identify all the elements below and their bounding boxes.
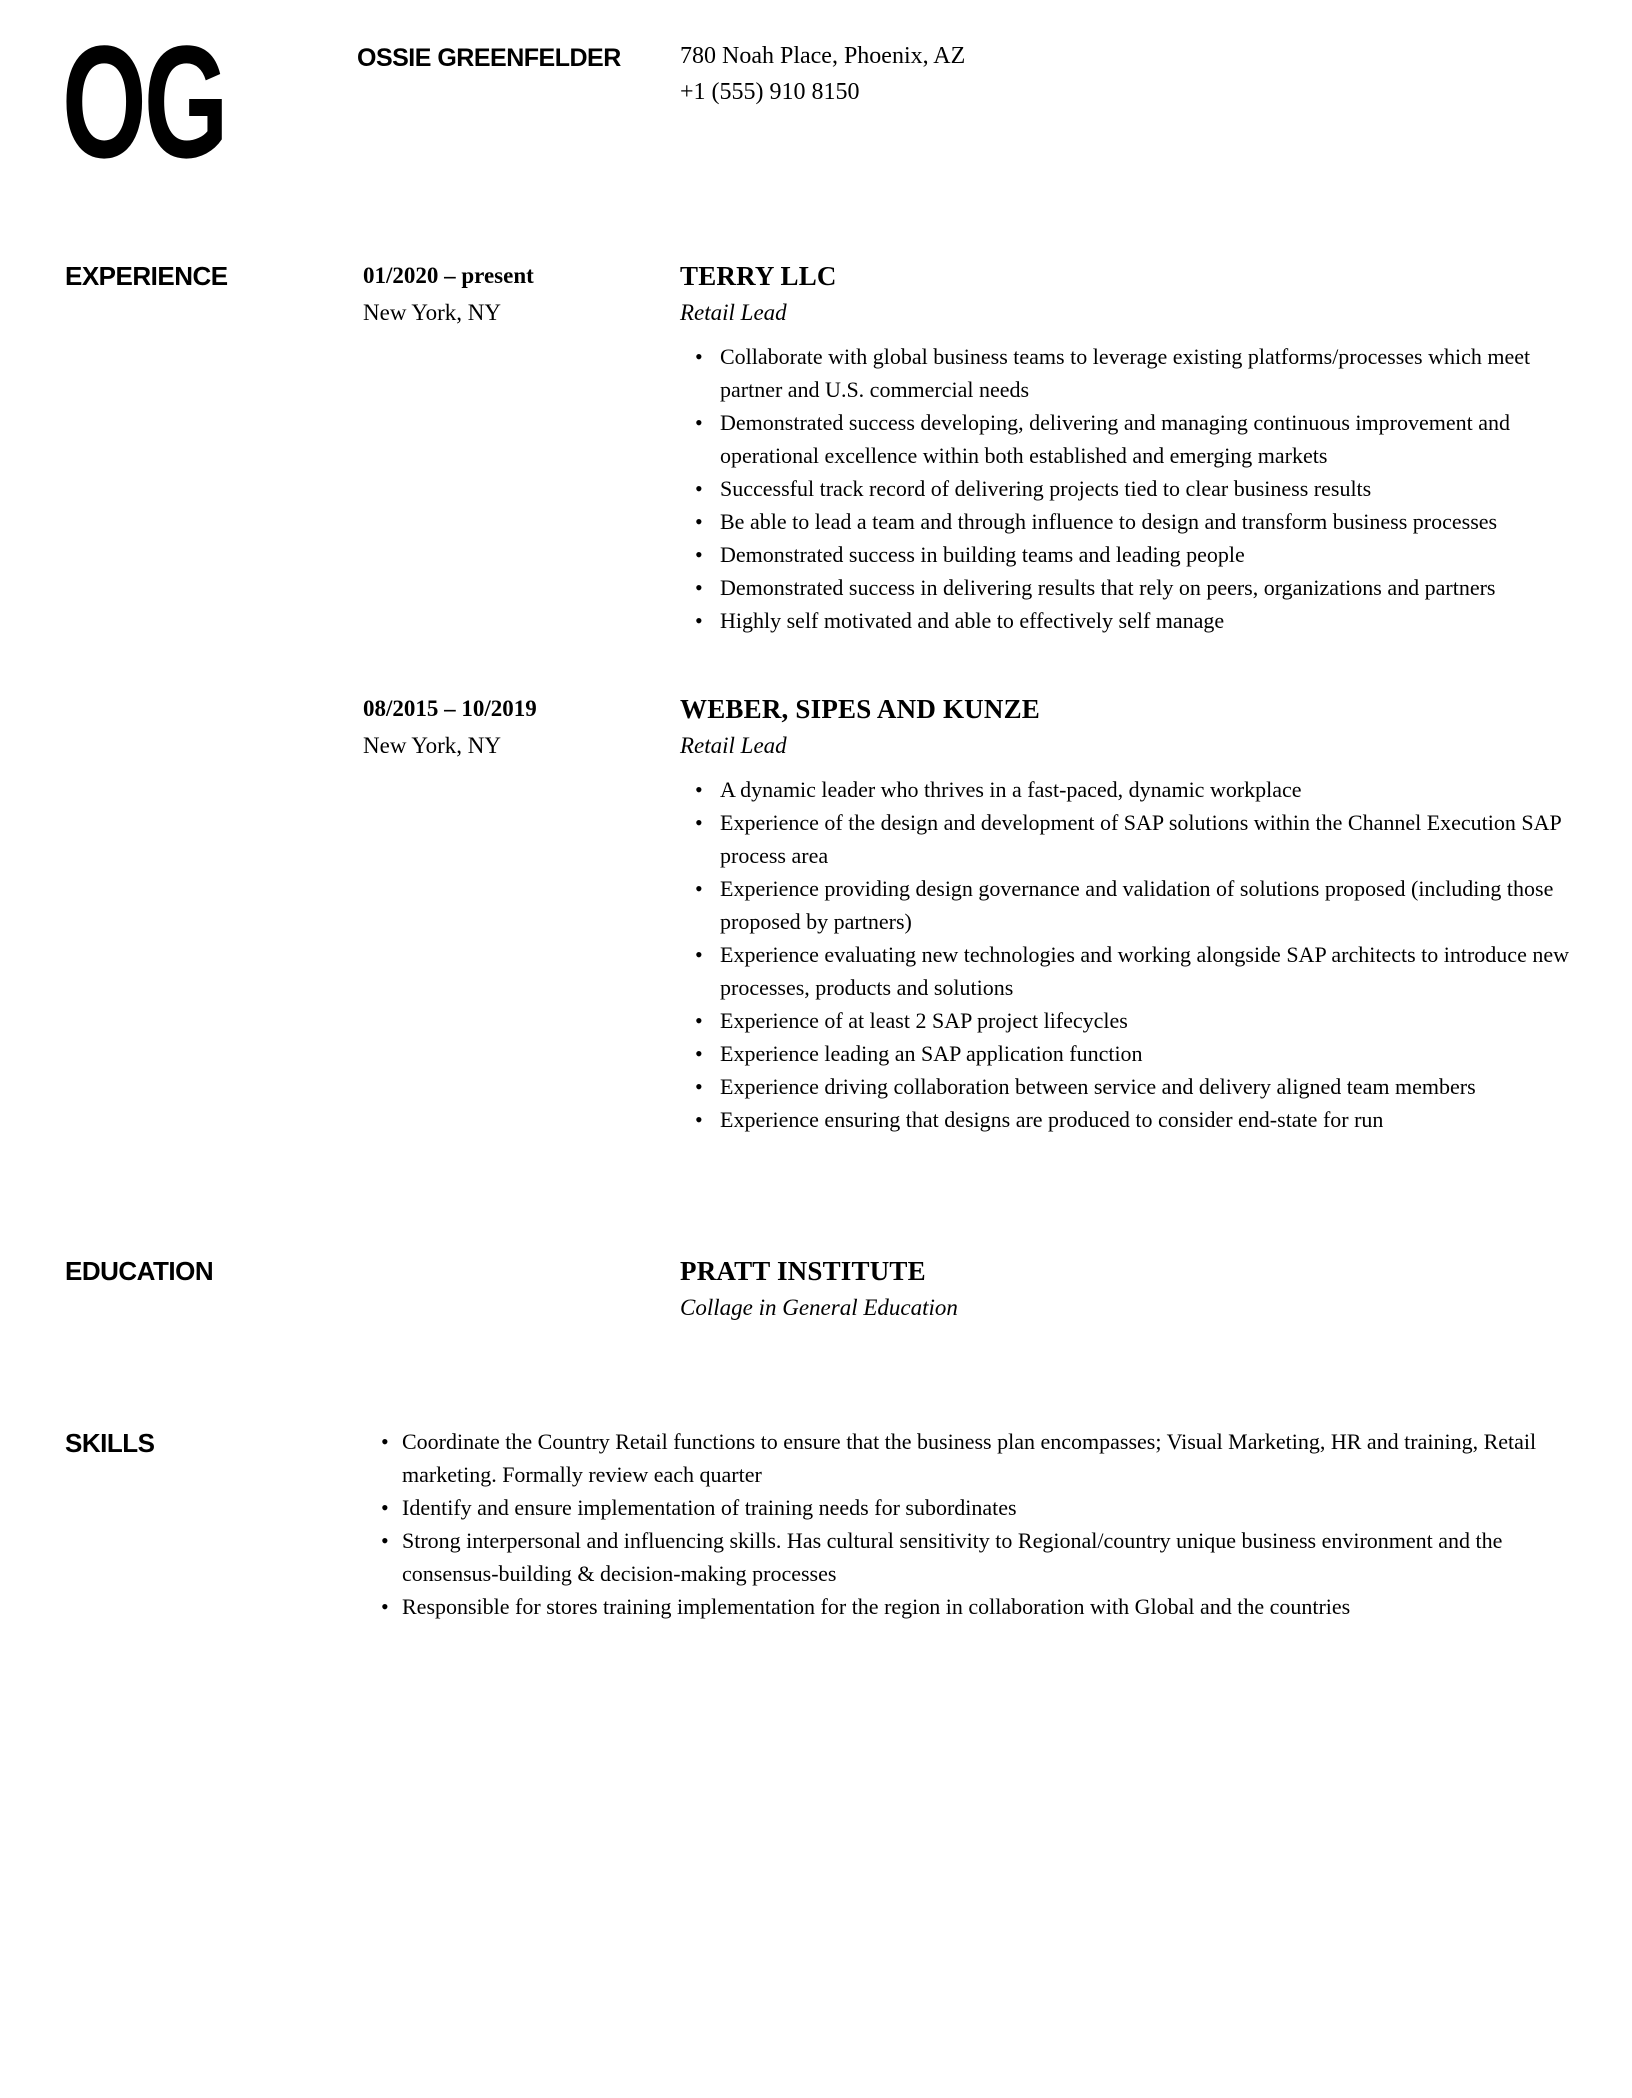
skill-item: • Identify and ensure implementation of training needs for subordinates <box>363 1491 1537 1524</box>
contact-phone: +1 (555) 910 8150 <box>680 79 860 105</box>
bullet-item: • Demonstrated success developing, delivering and managing continuous improvement and operational excellence within both established and emerging markets <box>680 406 1596 472</box>
monogram: OG <box>62 12 226 191</box>
skills-list <box>363 1425 1596 1623</box>
contact-address: 780 Noah Place, Phoenix, AZ <box>680 43 966 69</box>
job-detail <box>680 258 1596 637</box>
job-dates: 01/2020 – present <box>363 263 534 288</box>
job-list <box>363 258 1596 1136</box>
company-name: WEBER, SIPES AND KUNZE <box>680 694 1040 724</box>
experience-section <box>65 238 1596 1136</box>
person-name: OSSIE GREENFELDER <box>357 44 621 72</box>
job-entry <box>363 258 1596 637</box>
skill-item: • Coordinate the Country Retail functions to ensure that the business plan encompasses; Visual Marketing, HR and training, Retail marketing. Formally review each quarter <box>363 1425 1537 1491</box>
skills-section <box>65 1425 1596 1623</box>
company-name: TERRY LLC <box>680 261 837 291</box>
bullet-item: • Demonstrated success in delivering results that rely on peers, organizations and partners <box>680 571 1596 604</box>
job-entry <box>363 691 1596 1136</box>
bullet-item: • Experience leading an SAP application function <box>680 1037 1596 1070</box>
bullet-item: • Experience of the design and development of SAP solutions within the Channel Execution SAP process area <box>680 806 1596 872</box>
contact-block <box>680 38 965 110</box>
job-dates: 08/2015 – 10/2019 <box>363 696 537 721</box>
skill-item: • Strong interpersonal and influencing skills. Has cultural sensitivity to Regional/country unique business environment and the consensus-building & decision-making processes <box>363 1524 1537 1590</box>
skill-item: • Responsible for stores training implementation for the region in collaboration with Global and the countries <box>363 1590 1537 1623</box>
bullet-item: • Highly self motivated and able to effectively self manage <box>680 604 1596 637</box>
bullet-item: • A dynamic leader who thrives in a fast-paced, dynamic workplace <box>680 773 1596 806</box>
bullet-item: • Experience driving collaboration between service and delivery aligned team members <box>680 1070 1596 1103</box>
bullet-item: • Demonstrated success in building teams and leading people <box>680 538 1596 571</box>
degree: Collage in General Education <box>680 1295 958 1320</box>
job-meta <box>363 691 680 763</box>
bullet-item: • Experience of at least 2 SAP project lifecycles <box>680 1004 1596 1037</box>
job-role: Retail Lead <box>680 300 787 325</box>
section-heading-education: EDUCATION <box>65 1256 214 1286</box>
section-heading-experience: EXPERIENCE <box>65 261 228 291</box>
job-bullet-list <box>680 340 1596 637</box>
education-entry <box>680 1253 1596 1325</box>
job-meta <box>363 258 680 330</box>
education-section <box>65 1253 1596 1325</box>
school-name: PRATT INSTITUTE <box>680 1256 926 1286</box>
bullet-item: • Experience providing design governance and validation of solutions proposed (including those proposed by partners) <box>680 872 1596 938</box>
bullet-item: • Successful track record of delivering projects tied to clear business results <box>680 472 1596 505</box>
section-heading-skills: SKILLS <box>65 1428 155 1458</box>
bullet-item: • Be able to lead a team and through influence to design and transform business processes <box>680 505 1596 538</box>
job-detail <box>680 691 1596 1136</box>
bullet-item: • Experience ensuring that designs are produced to consider end-state for run <box>680 1103 1596 1136</box>
bullet-item: • Experience evaluating new technologies and working alongside SAP architects to introduce new processes, products and solutions <box>680 938 1596 1004</box>
job-location: New York, NY <box>363 733 502 758</box>
job-location: New York, NY <box>363 300 502 325</box>
job-bullet-list <box>680 773 1596 1136</box>
job-role: Retail Lead <box>680 733 787 758</box>
bullet-item: • Collaborate with global business teams to leverage existing platforms/processes which meet partner and U.S. commercial needs <box>680 340 1596 406</box>
